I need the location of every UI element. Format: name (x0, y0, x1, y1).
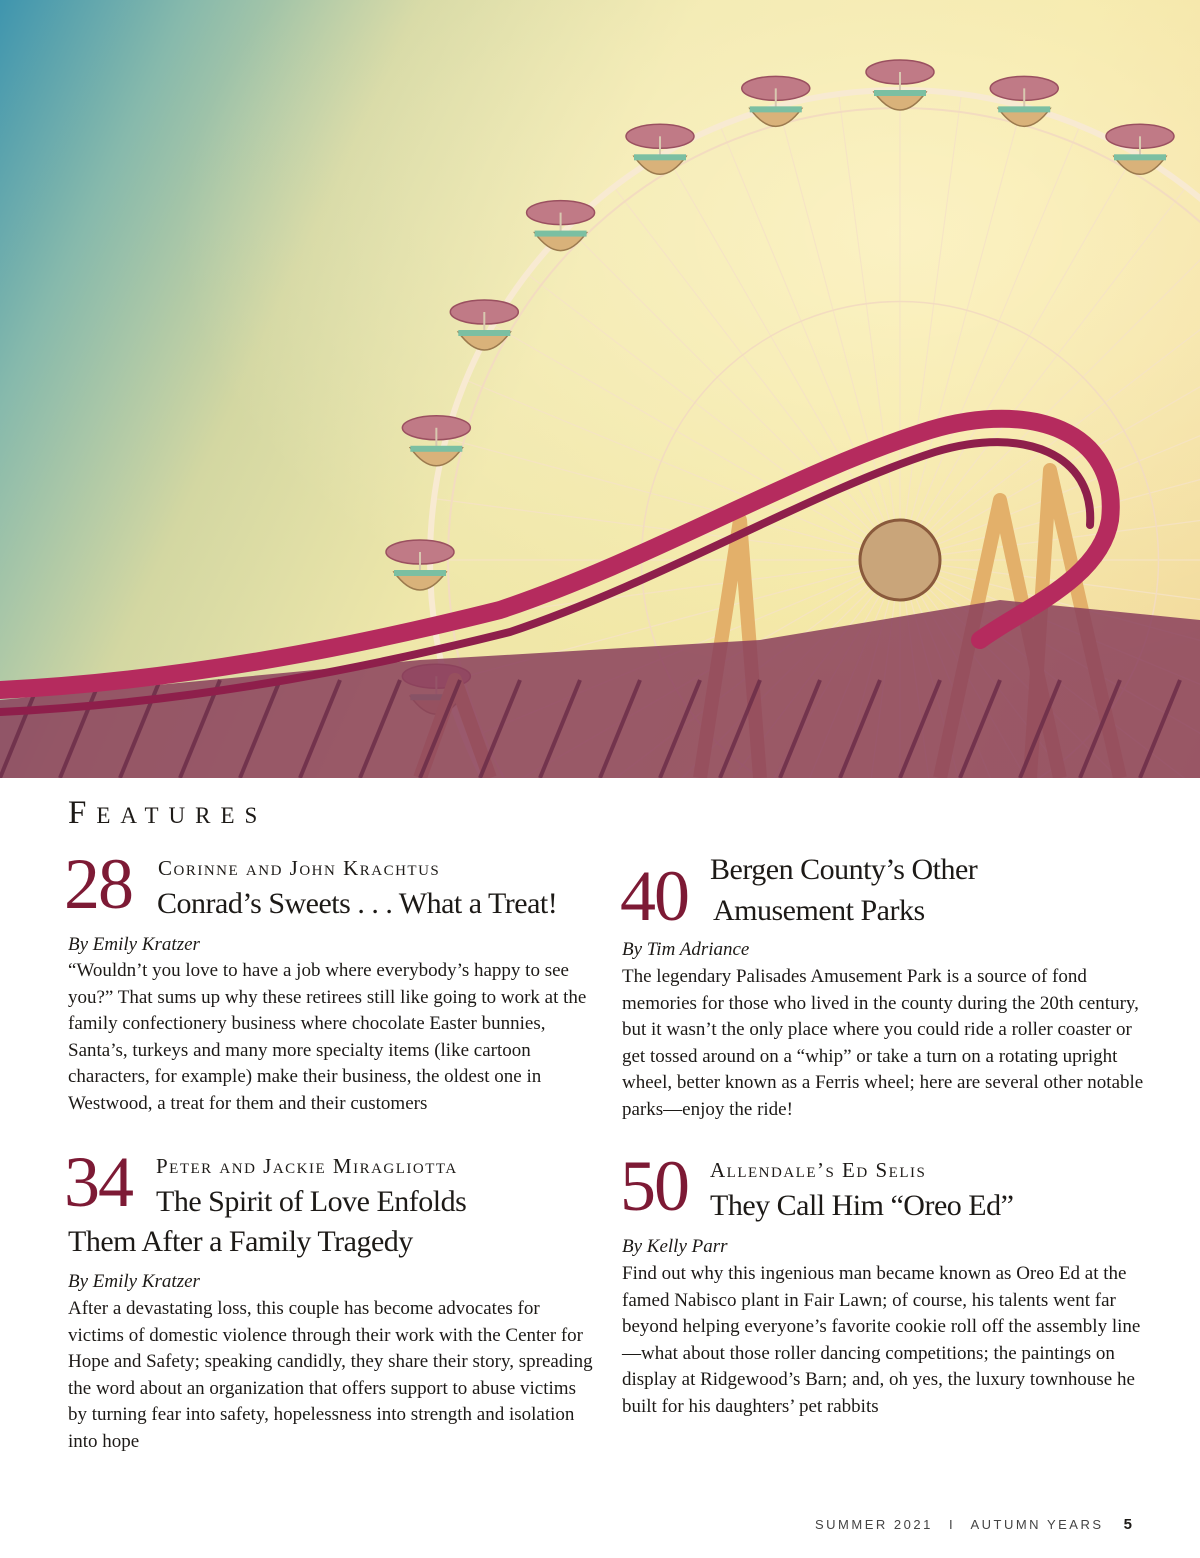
feature-headline[interactable]: Conrad’s Sweets . . . What a Treat! (157, 887, 558, 920)
feature-kicker: Allendale’s Ed Selis (710, 1158, 927, 1182)
feature-headline-line1[interactable]: The Spirit of Love Enfolds (156, 1185, 467, 1218)
feature-kicker: Corinne and John Krachtus (158, 856, 441, 880)
feature-description: The legendary Palisades Amusement Park is a source of fond memories for those who lived in the county during the 20th century, but it wasn’t the only place where you could ride a roller coaster or get tossed around on a “whip” or take a turn on a rotating upright wheel, better known as a Ferris wheel; here are several other notable parks—enjoy the ride! (622, 966, 1144, 1120)
feature-number: 28 (64, 844, 132, 924)
feature-headline-line2[interactable]: Amusement Parks (713, 894, 925, 927)
feature-description: After a devastating loss, this couple has become advocates for victims of domestic violence through their work with the Center for Hope and Safety; speaking candidly, they share their story, spreading the word about an organization that offers support to abuse victims by turning fear into safety, hopelessness into strength and isolation into hope (68, 1298, 593, 1452)
feature-byline: By Emily Kratzer (68, 934, 200, 955)
page-number: 5 (1123, 1516, 1132, 1533)
hero-photo (0, 0, 1200, 778)
feature-kicker: Peter and Jackie Miragliotta (156, 1154, 458, 1178)
feature-number: 40 (620, 856, 688, 936)
magazine-name: AUTUMN YEARS (970, 1517, 1104, 1532)
feature-byline: By Tim Adriance (622, 939, 750, 960)
feature-number: 34 (64, 1142, 132, 1222)
issue-date: SUMMER 2021 (815, 1517, 933, 1532)
feature-headline[interactable]: They Call Him “Oreo Ed” (710, 1189, 1014, 1222)
ferris-wheel-illustration (0, 0, 1200, 778)
feature-headline-line1[interactable]: Bergen County’s Other (710, 853, 978, 886)
feature-headline-line2[interactable]: Them After a Family Tragedy (68, 1225, 413, 1258)
feature-number: 50 (620, 1146, 688, 1226)
feature-byline: By Emily Kratzer (68, 1271, 200, 1292)
folio-separator: I (948, 1517, 956, 1532)
page-folio (815, 1516, 1132, 1533)
feature-description: Find out why this ingenious man became known as Oreo Ed at the famed Nabisco plant in Fair Lawn; of course, his talents went far beyond helping everyone’s favorite cookie roll off the assembly line—what about those roller dancing competitions; the paintings on display at Ridgewood’s Barn; and, oh yes, the luxury townhouse he built for his daughters’ pet rabbits (622, 1263, 1141, 1417)
section-title: Features (68, 795, 268, 831)
feature-description: “Wouldn’t you love to have a job where everybody’s happy to see you?” That sums up why these retirees still like going to work at the family confectionery business where chocolate Easter bunnies, Santa’s, turkeys and many more specialty items (like cartoon characters, for example) make their business, the oldest one in Westwood, a treat for them and their customers (68, 960, 587, 1114)
feature-byline: By Kelly Parr (622, 1236, 728, 1257)
